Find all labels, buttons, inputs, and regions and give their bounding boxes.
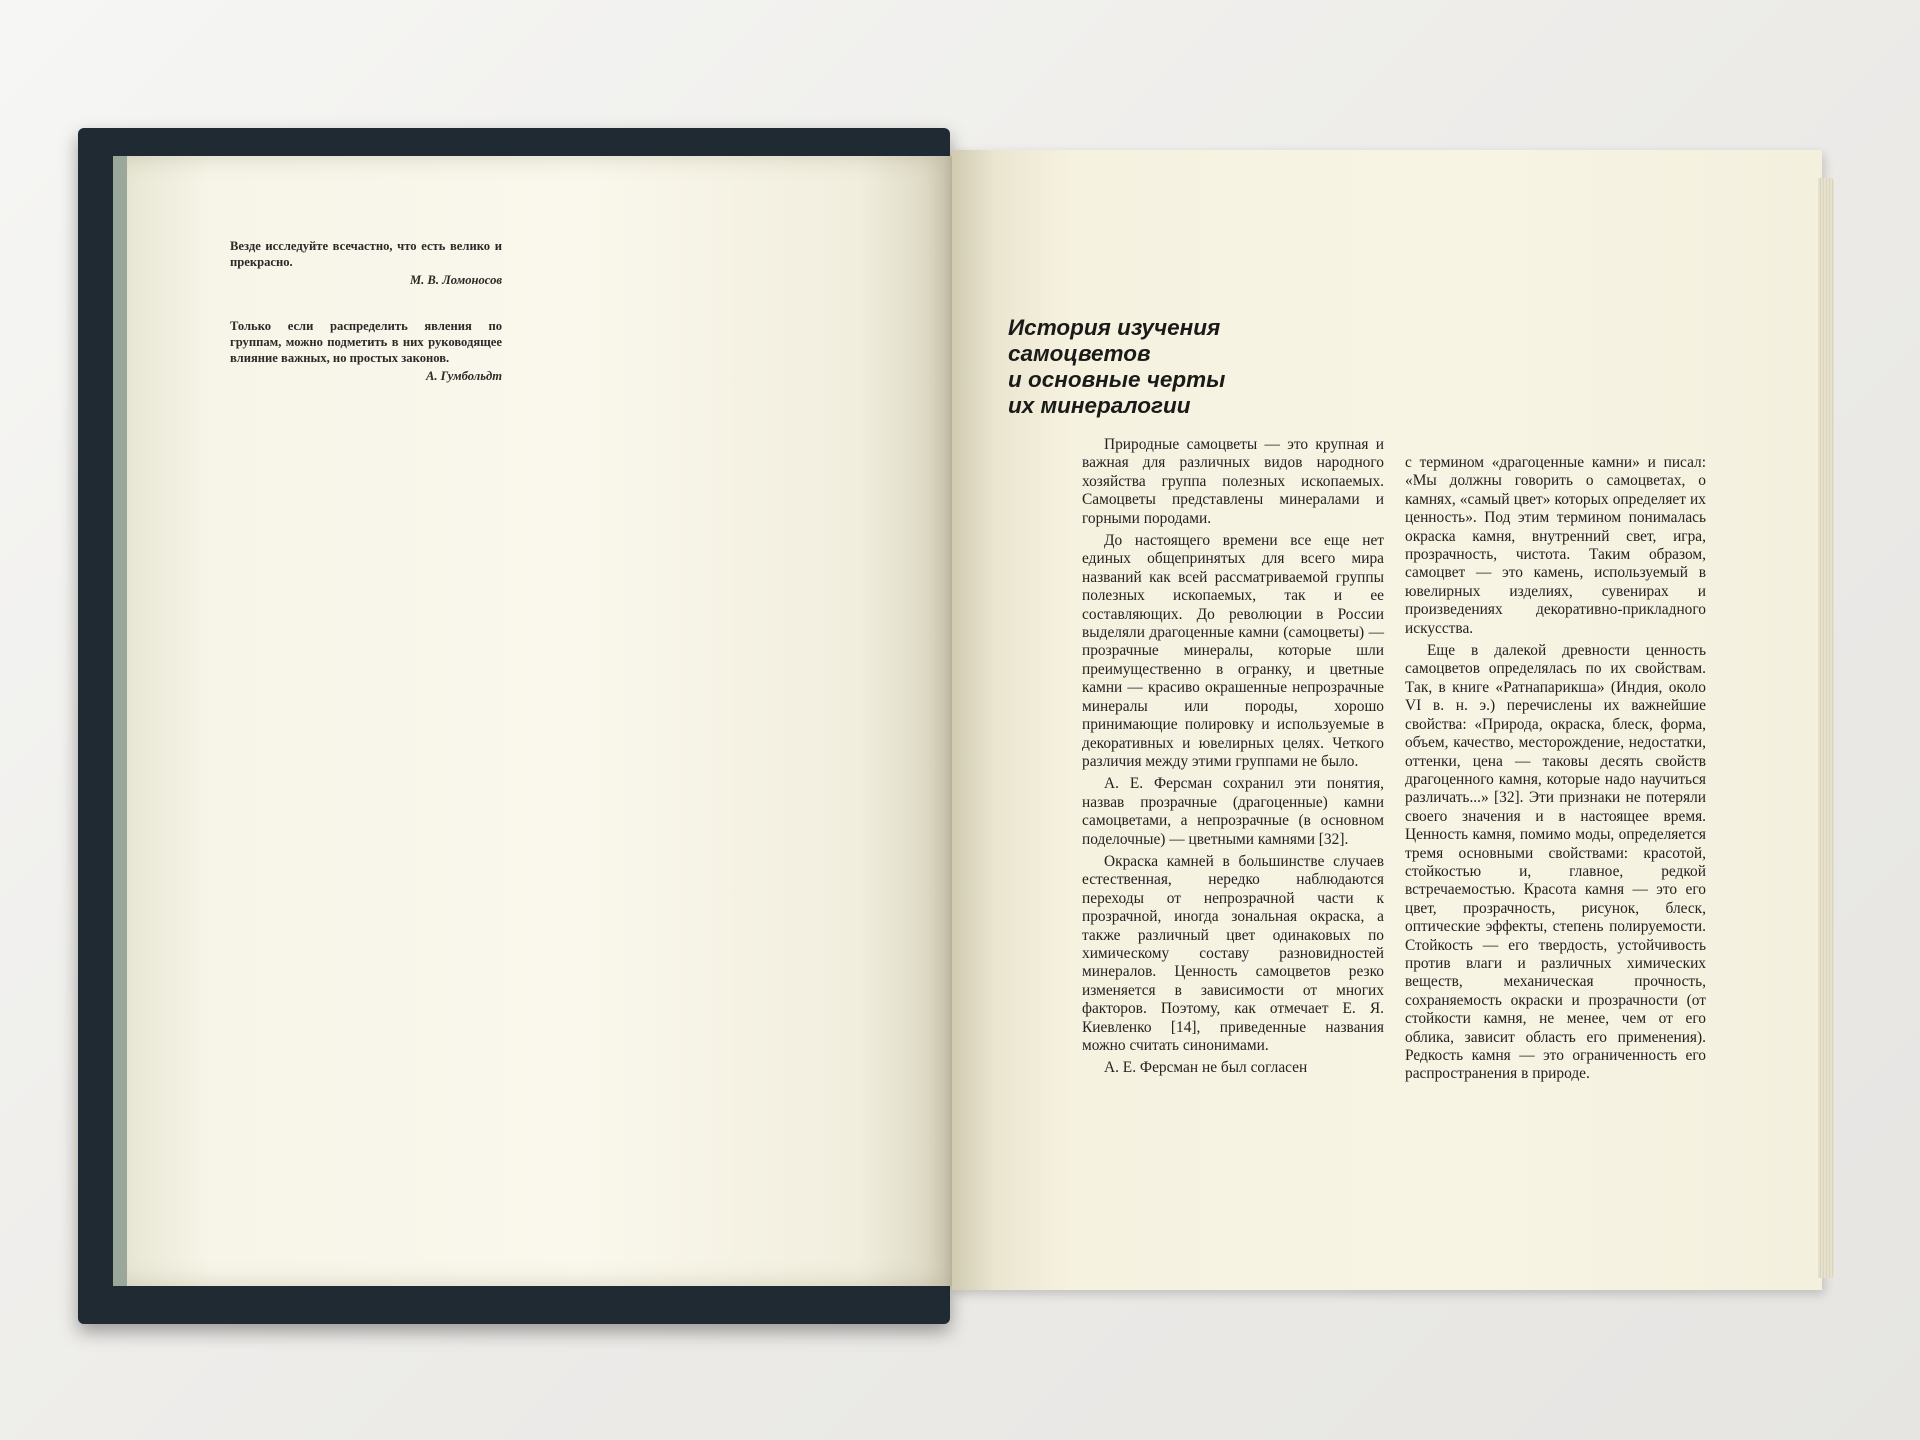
epigraph-author: М. В. Ломоносов xyxy=(409,273,502,287)
chapter-title-line: самоцветов xyxy=(1008,341,1151,366)
paragraph: А. Е. Ферсман не был согласен xyxy=(1104,1059,1308,1077)
page-block-edge xyxy=(1818,178,1834,1278)
paragraph: Еще в далекой древности ценность самоцветов определялась по их свойствам. Так, в книге «Ратнапарикша» (Индия, около VI в. н. э.) перечислены их важнейшие свойства: «Природа, окраска, блеск, форма, объем, качество, месторождение, недостатки, оттенки, цена — таковы десять свойств драгоценного камня, которые надо научиться различать...» [32]. Эти признаки не потеряли своего значения и в настоящее время. Ценность камня, помимо моды, определяется тремя основными свойствами: красотой, стойкостью и, главное, редкой встречаемостью. Красота камня — это его цвет, прозрачность, рисунок, блеск, оптические эффекты, степень полируемости. Стойкость — его твердость, устойчивость против влаги и различных химических веществ, механическая прочность, сохраняемость окраски и прозрачности (от стойкости камня, не менее, чем от его облика, зависит область его применения). Редкость камня — это ограниченность его распространения в природе. xyxy=(1405,642,1706,1083)
paragraph-continued: с термином «драгоценные камни» и писал: «Мы должны говорить о самоцветах, о камнях, «самый цвет» которых определяет их ценность». Под этим термином понималась окраска камня, внутренний свет, игра, прозрачность, чистота. Таким образом, самоцвет — это камень, используемый в ювелирных изделиях, сувенирах и произведениях декоративно-прикладного искусства. xyxy=(1405,454,1706,637)
paragraph: Окраска камней в большинстве случаев естественная, нередко наблюдаются переходы от непрозрачной части к прозрачной, иногда зональная окраска, а также различный цвет одинаковых по химическому составу разновидностей минералов. Ценность самоцветов резко изменяется в зависимости от многих факторов. Поэтому, как отмечает Е. Я. Киевленко [14], приведенные названия можно считать синонимами. xyxy=(1082,852,1384,1054)
chapter-title-line: их минералогии xyxy=(1008,393,1191,418)
paragraph: А. Е. Ферсман сохранил эти понятия, назвав прозрачные (драгоценные) камни самоцветами, а непрозрачные (в основном поделочные) — цветными камнями [32]. xyxy=(1082,775,1384,848)
paragraph: Природные самоцветы — это крупная и важная для различных видов народного хозяйства группа полезных ископаемых. Самоцветы представлены минералами и горными породами. xyxy=(1082,436,1384,527)
text-column-left xyxy=(1082,436,1384,1082)
paragraph: До настоящего времени все еще нет единых общепринятых для всего мира названий как всей рассматриваемой группы полезных ископаемых, так и ее составляющих. До революции в России выделяли драгоценные камни (самоцветы) — прозрачные минералы, которые шли преимущественно в огранку, и цветные камни — красиво окрашенные непрозрачные минералы или породы, хорошо принимающие полировку и используемые в декоративных и ювелирных целях. Четкого различия между этими группами не было. xyxy=(1082,532,1384,770)
epigraph-lomonosov xyxy=(230,238,502,288)
epigraph-author: А. Гумбольдт xyxy=(425,369,502,383)
text-column-right xyxy=(1405,454,1706,1088)
epigraph-humboldt xyxy=(230,318,502,384)
epigraph-quote: Только если распределить явления по группам, можно подметить в них руководящее влияние важных, но простых законов. xyxy=(230,319,502,365)
chapter-title-line: История изучения xyxy=(1008,315,1221,340)
chapter-title-line: и основные черты xyxy=(1008,367,1226,392)
epigraph-quote: Везде исследуйте всечастно, что есть велико и прекрасно. xyxy=(230,239,502,269)
chapter-title xyxy=(1008,315,1268,419)
